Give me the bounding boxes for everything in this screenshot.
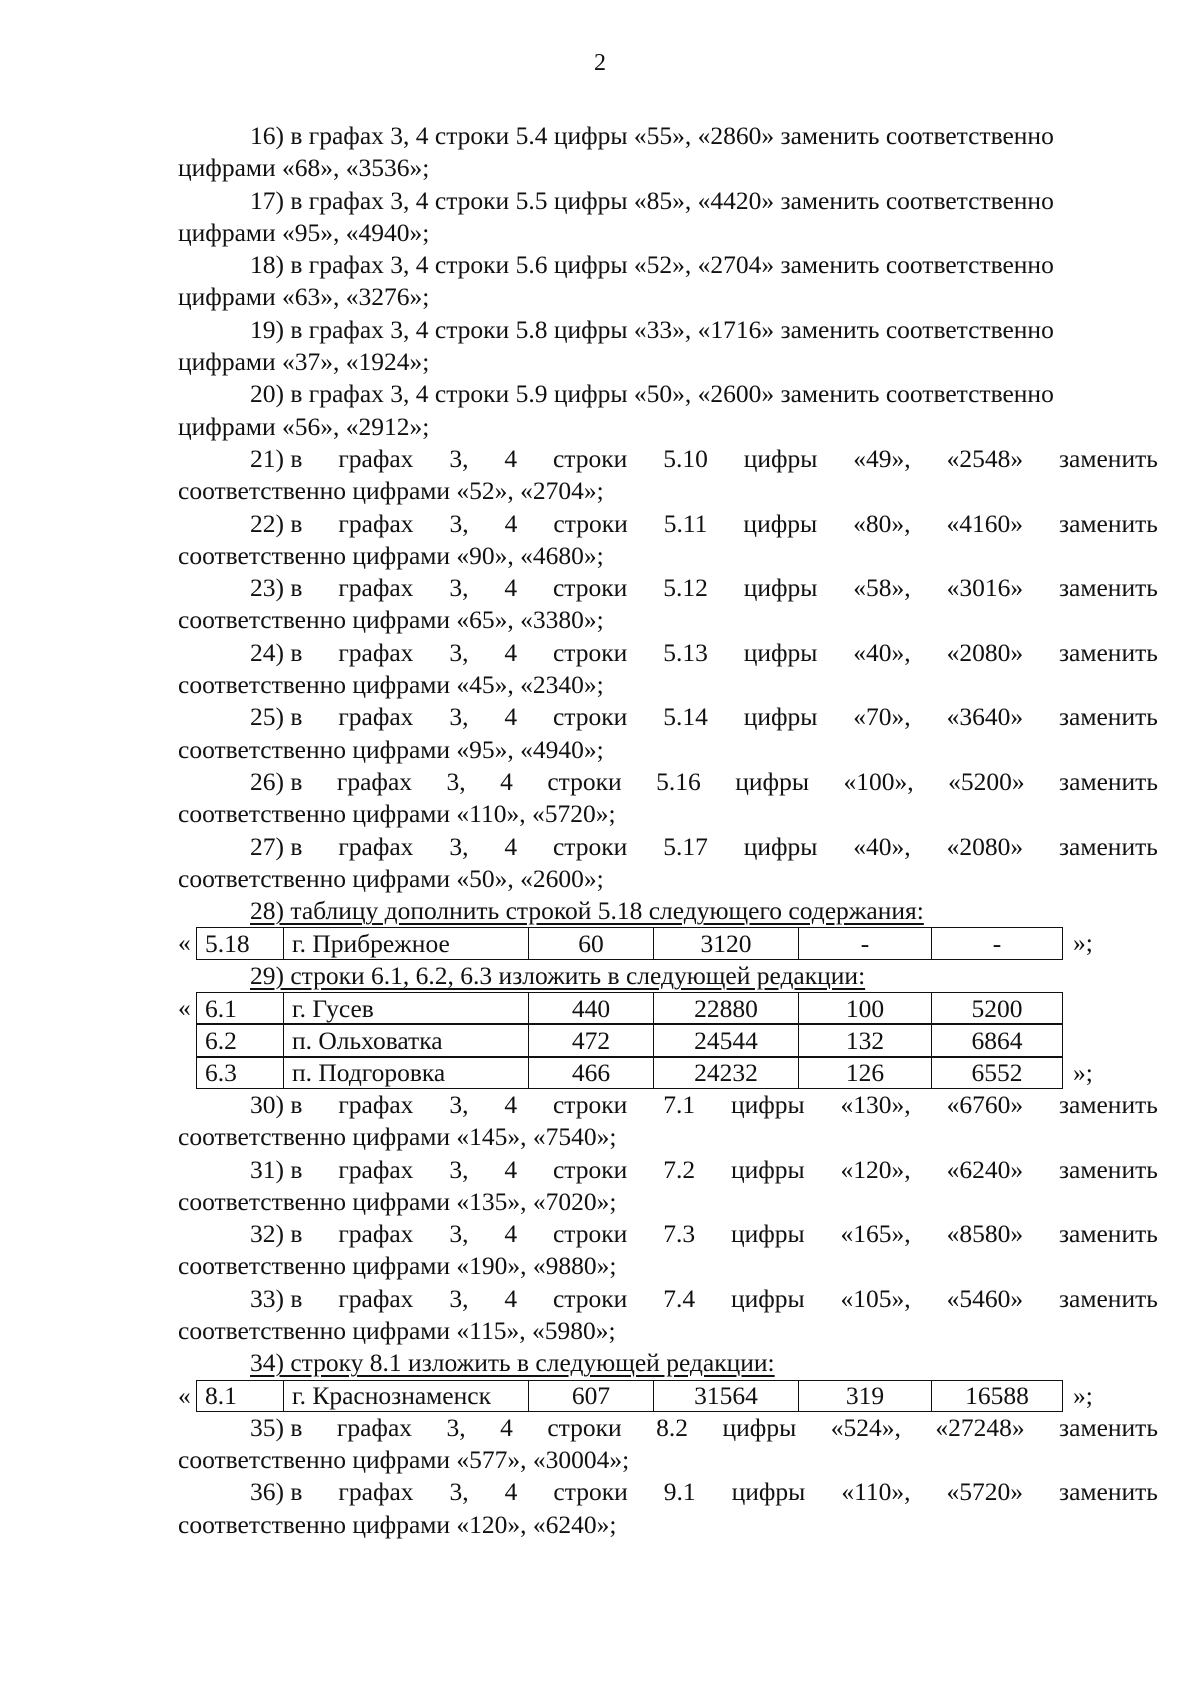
table-row (197, 1380, 1063, 1411)
opening-quote: « (178, 1380, 191, 1410)
opening-quote: « (178, 993, 191, 1023)
table-cell: 31564 (654, 1380, 799, 1411)
amendment-word: заменить (1058, 1219, 1158, 1249)
closing-quote: »; (1073, 1057, 1093, 1087)
amendment-word: графах (338, 1219, 414, 1249)
table-row-line (178, 1024, 1158, 1056)
amendment-word: цифры (735, 766, 809, 796)
amendment-item (178, 249, 1158, 314)
amendment-word: 7.1 (663, 1089, 696, 1119)
replacement-table (196, 1057, 1063, 1089)
amendment-word: «40», (853, 831, 911, 861)
amendment-word: строки (552, 1219, 628, 1249)
table-cell: 6.1 (197, 993, 284, 1024)
amendment-item (178, 1089, 1158, 1154)
table-cell: г. Гусев (284, 993, 529, 1024)
amendment-word: цифры (730, 1089, 805, 1119)
replacement-table (196, 1024, 1063, 1056)
amendment-word: цифры (743, 573, 818, 603)
table-cell: 5200 (932, 993, 1063, 1024)
amendment-word: строки (547, 766, 622, 796)
amendment-word: «120», (840, 1154, 911, 1184)
table-cell: 607 (529, 1380, 654, 1411)
amendment-line (178, 1154, 1158, 1186)
amendment-item (178, 766, 1158, 831)
table-cell: 3120 (654, 928, 799, 959)
amendment-word: цифры (743, 831, 818, 861)
amendment-word: заменить (1058, 443, 1158, 473)
amendment-word: графах (338, 1154, 414, 1184)
amendment-line (178, 443, 1158, 475)
amendment-continuation: соответственно цифрами «110», «5720»; (178, 799, 616, 829)
amendment-word: «524», (830, 1412, 901, 1442)
amendment-heading-line (178, 960, 1158, 992)
amendment-continuation: соответственно цифрами «120», «6240»; (178, 1509, 617, 1539)
amendment-word: заменить (1058, 831, 1158, 861)
amendment-word: заменить (1058, 637, 1158, 667)
amendment-word: «2548» (946, 443, 1024, 473)
amendment-line (178, 637, 1158, 669)
amendment-word: цифры (731, 1477, 806, 1507)
amendment-word: «6760» (946, 1089, 1024, 1119)
amendment-heading-text: 34) строку 8.1 изложить в следующей редакции: (250, 1348, 775, 1378)
table-row (197, 993, 1063, 1024)
table-cell: п. Подгоровка (284, 1057, 529, 1088)
amendment-word: «80», (853, 508, 911, 538)
table-cell: 6552 (932, 1057, 1063, 1088)
amendment-word: строки (552, 443, 628, 473)
amendment-word: 3, (449, 1477, 469, 1507)
amendment-word: 3, (446, 1412, 466, 1442)
table-cell: г. Краснознаменск (284, 1380, 529, 1411)
table-cell: 24544 (654, 1025, 799, 1056)
table-row (197, 928, 1063, 959)
amendment-word: 5.12 (663, 573, 708, 603)
amendment-word: 31) в (250, 1154, 303, 1184)
amendment-word: 4 (500, 766, 513, 796)
amendment-word: цифры (743, 702, 818, 732)
amendment-word: заменить (1058, 1154, 1158, 1184)
amendment-continuation: соответственно цифрами «45», «2340»; (178, 670, 604, 700)
amendment-word: «165», (840, 1219, 911, 1249)
amendment-word: 17) в графах 3, 4 строки 5.5 цифры «85», «4420» заменить соответственно (250, 185, 1054, 215)
closing-quote: »; (1073, 1380, 1093, 1410)
amendment-word: 5.14 (663, 702, 708, 732)
table-cell: 60 (529, 928, 654, 959)
amendment-word: графах (338, 831, 414, 861)
amendment-continuation: соответственно цифрами «190», «9880»; (178, 1251, 617, 1281)
amendment-word: 3, (449, 508, 469, 538)
table-cell: 132 (799, 1025, 932, 1056)
amendment-word: 4 (504, 443, 518, 473)
amendment-word: «6240» (946, 1154, 1024, 1184)
amendment-word: цифры (722, 1412, 797, 1442)
amendment-item (178, 637, 1158, 702)
amendment-item (178, 185, 1158, 250)
amendment-word: цифры (743, 443, 818, 473)
table-row (197, 1057, 1063, 1088)
amendment-word: строки (552, 702, 628, 732)
amendment-word: «2080» (946, 831, 1024, 861)
amendment-word: заменить (1058, 702, 1158, 732)
amendment-word: «70», (853, 702, 911, 732)
amendment-word: 5.13 (663, 637, 708, 667)
amendment-word: графах (338, 1089, 414, 1119)
table-cell: 319 (799, 1380, 932, 1411)
amendment-continuation: соответственно цифрами «90», «4680»; (178, 540, 604, 570)
amendment-item (178, 508, 1158, 573)
amendment-line (178, 120, 1158, 152)
amendment-word: цифры (743, 637, 818, 667)
table-cell: 126 (799, 1057, 932, 1088)
amendment-word: «40», (853, 637, 911, 667)
amendment-word: графах (338, 573, 414, 603)
amendment-word: 4 (500, 1412, 513, 1442)
amendment-line (178, 1412, 1158, 1444)
amendment-word: графах (338, 1477, 414, 1507)
amendment-word: «5460» (946, 1283, 1024, 1313)
table-row-line (178, 992, 1158, 1024)
table-cell: 24232 (654, 1057, 799, 1088)
amendment-continuation: цифрами «37», «1924»; (178, 347, 430, 377)
replacement-table (196, 1380, 1063, 1412)
amendment-word: 36) в (250, 1477, 303, 1507)
amendment-word: 30) в (250, 1089, 303, 1119)
amendment-line (178, 701, 1158, 733)
amendment-word: 9.1 (663, 1477, 696, 1507)
amendment-word: строки (553, 1477, 628, 1507)
table-cell: 6.2 (197, 1025, 284, 1056)
amendment-word: строки (552, 573, 628, 603)
amendment-word: 3, (449, 443, 469, 473)
replacement-table (196, 927, 1063, 959)
amendment-continuation: соответственно цифрами «50», «2600»; (178, 863, 604, 893)
amendment-continuation: цифрами «63», «3276»; (178, 282, 430, 312)
amendment-word: 4 (504, 1089, 518, 1119)
amendment-heading (178, 960, 1158, 992)
amendment-word: строки (552, 831, 628, 861)
amendment-item (178, 1412, 1158, 1477)
amendment-word: 3, (449, 831, 469, 861)
amendment-line (178, 1089, 1158, 1121)
amendment-word: 19) в графах 3, 4 строки 5.8 цифры «33», «1716» заменить соответственно (250, 314, 1054, 344)
amendment-word: 26) в (250, 766, 303, 796)
amendment-continuation: соответственно цифрами «52», «2704»; (178, 476, 604, 506)
amendment-item (178, 1476, 1158, 1541)
amendment-word: «3016» (946, 573, 1024, 603)
amendment-item (178, 443, 1158, 508)
amendment-word: заменить (1058, 1089, 1158, 1119)
amendment-word: «27248» (935, 1412, 1025, 1442)
amendment-line (178, 572, 1158, 604)
amendment-word: заменить (1058, 1283, 1158, 1313)
amendment-word: заменить (1058, 573, 1158, 603)
amendment-line (178, 314, 1158, 346)
amendment-item (178, 701, 1158, 766)
table-cell: 466 (529, 1057, 654, 1088)
amendment-heading (178, 895, 1158, 927)
amendment-word: «8580» (946, 1219, 1024, 1249)
table-cell: 22880 (654, 993, 799, 1024)
amendment-word: 33) в (250, 1283, 303, 1313)
amendment-continuation: цифрами «56», «2912»; (178, 411, 430, 441)
amendment-word: 25) в (250, 702, 303, 732)
table-row (197, 1025, 1063, 1056)
amendment-word: 16) в графах 3, 4 строки 5.4 цифры «55», «2860» заменить соответственно (250, 121, 1054, 150)
amendment-continuation: соответственно цифрами «65», «3380»; (178, 605, 604, 635)
amendment-word: графах (338, 637, 414, 667)
amendment-word: графах (338, 702, 414, 732)
amendment-word: 5.17 (663, 831, 708, 861)
amendment-word: 7.3 (663, 1219, 696, 1249)
table-cell: 440 (529, 993, 654, 1024)
amendment-word: «130», (840, 1089, 911, 1119)
table-cell: 5.18 (197, 928, 284, 959)
amendment-word: 4 (504, 637, 518, 667)
amendment-word: 3, (449, 573, 469, 603)
amendment-word: «58», (853, 573, 911, 603)
amendment-heading (178, 1347, 1158, 1379)
amendment-word: 3, (449, 1089, 469, 1119)
amendment-word: 4 (504, 573, 518, 603)
amendment-word: 4 (504, 508, 518, 538)
amendment-word: 8.2 (656, 1412, 689, 1442)
amendment-item (178, 120, 1158, 185)
amendment-word: «5200» (948, 766, 1025, 796)
amendment-word: 3, (449, 702, 469, 732)
amendment-word: графах (336, 1412, 413, 1442)
table-cell: п. Ольховатка (284, 1025, 529, 1056)
amendment-word: 32) в (250, 1219, 303, 1249)
table-cell: - (932, 928, 1063, 959)
amendment-continuation: цифрами «68», «3536»; (178, 153, 430, 183)
amendment-line (178, 1476, 1158, 1508)
amendment-line (178, 378, 1158, 410)
amendment-word: графах (336, 766, 413, 796)
amendment-word: 3, (449, 1219, 469, 1249)
amendment-word: 4 (504, 702, 518, 732)
table-cell: 16588 (932, 1380, 1063, 1411)
amendment-item (178, 1154, 1158, 1219)
table-cell: г. Прибрежное (284, 928, 529, 959)
amendment-word: строки (552, 1089, 628, 1119)
amendment-word: «5720» (946, 1477, 1023, 1507)
amendment-item (178, 1218, 1158, 1283)
amendment-word: 5.16 (656, 766, 701, 796)
amendment-word: 21) в (250, 443, 303, 473)
amendment-word: цифры (730, 1219, 805, 1249)
amendment-word: цифры (730, 1283, 805, 1313)
amendment-word: «105», (840, 1283, 911, 1313)
amendment-word: 7.2 (663, 1154, 696, 1184)
amendment-continuation: соответственно цифрами «95», «4940»; (178, 734, 604, 764)
amendment-word: 4 (504, 1219, 518, 1249)
amendment-word: «2080» (946, 637, 1024, 667)
amendment-item (178, 314, 1158, 379)
amendment-word: «4160» (946, 508, 1023, 538)
closing-quote: »; (1073, 928, 1093, 958)
amendment-continuation: соответственно цифрами «135», «7020»; (178, 1186, 617, 1216)
amendment-word: строки (553, 508, 628, 538)
amendment-word: графах (338, 1283, 414, 1313)
amendment-word: заменить (1059, 1412, 1158, 1442)
amendment-word: 5.11 (663, 508, 708, 538)
amendment-line (178, 1218, 1158, 1250)
table-row-line (178, 1057, 1158, 1089)
amendment-word: 23) в (250, 573, 303, 603)
amendment-word: заменить (1059, 1477, 1158, 1507)
amendment-continuation: цифрами «95», «4940»; (178, 217, 430, 247)
amendment-heading-text: 29) строки 6.1, 6.2, 6.3 изложить в следующей редакции: (250, 960, 866, 990)
amendment-word: графах (338, 443, 414, 473)
amendment-word: заменить (1059, 766, 1158, 796)
table-row-line (178, 1380, 1158, 1412)
opening-quote (178, 1024, 196, 1056)
table-cell: 100 (799, 993, 932, 1024)
amendment-line (178, 1283, 1158, 1315)
amendment-continuation: соответственно цифрами «145», «7540»; (178, 1122, 617, 1152)
amendment-continuation: соответственно цифрами «115», «5980»; (178, 1315, 616, 1345)
table-cell: 8.1 (197, 1380, 284, 1411)
amendment-item (178, 831, 1158, 896)
amendment-word: заменить (1059, 508, 1158, 538)
amendment-continuation: соответственно цифрами «577», «30004»; (178, 1445, 630, 1475)
amendment-word: 27) в (250, 831, 303, 861)
amendment-word: строки (552, 1154, 628, 1184)
amendment-line (178, 831, 1158, 863)
amendment-word: «3640» (946, 702, 1024, 732)
amendment-line (178, 185, 1158, 217)
amendment-word: 3, (446, 766, 466, 796)
amendment-line (178, 766, 1158, 798)
table-cell: 6.3 (197, 1057, 284, 1088)
amendment-item (178, 572, 1158, 637)
amendment-word: 3, (449, 637, 469, 667)
amendment-item (178, 378, 1158, 443)
amendment-word: цифры (730, 1154, 805, 1184)
document-body (178, 120, 1158, 1541)
amendment-word: цифры (743, 508, 818, 538)
table-cell: 472 (529, 1025, 654, 1056)
amendment-word: строки (547, 1412, 622, 1442)
amendment-word: графах (338, 508, 414, 538)
replacement-table (196, 992, 1063, 1024)
amendment-word: 4 (504, 1477, 518, 1507)
amendment-word: 18) в графах 3, 4 строки 5.6 цифры «52», «2704» заменить соответственно (250, 250, 1054, 280)
amendment-word: 3, (449, 1283, 469, 1313)
amendment-word: «49», (853, 443, 911, 473)
amendment-line (178, 508, 1158, 540)
amendment-word: строки (552, 1283, 628, 1313)
amendment-word: 4 (504, 831, 518, 861)
amendment-word: 35) в (250, 1412, 303, 1442)
amendment-word: «100», (843, 766, 914, 796)
amendment-word: «110», (841, 1477, 911, 1507)
table-row-line (178, 927, 1158, 959)
amendment-word: 4 (504, 1154, 518, 1184)
amendment-word: 5.10 (663, 443, 708, 473)
amendment-line (178, 249, 1158, 281)
amendment-word: 20) в графах 3, 4 строки 5.9 цифры «50», «2600» заменить соответственно (250, 379, 1054, 409)
amendment-heading-line (178, 895, 1158, 927)
amendment-item (178, 1283, 1158, 1348)
amendment-word: 4 (504, 1283, 518, 1313)
page-number: 2 (594, 50, 606, 76)
amendment-word: 3, (449, 1154, 469, 1184)
table-cell: 6864 (932, 1025, 1063, 1056)
amendment-heading-text: 28) таблицу дополнить строкой 5.18 следующего содержания: (250, 896, 924, 926)
amendment-word: 24) в (250, 637, 303, 667)
opening-quote (178, 1057, 196, 1089)
amendment-heading-line (178, 1347, 1158, 1379)
amendment-word: 7.4 (663, 1283, 696, 1313)
amendment-word: строки (552, 637, 628, 667)
table-cell: - (799, 928, 932, 959)
amendment-word: 22) в (250, 508, 303, 538)
opening-quote: « (178, 928, 191, 958)
